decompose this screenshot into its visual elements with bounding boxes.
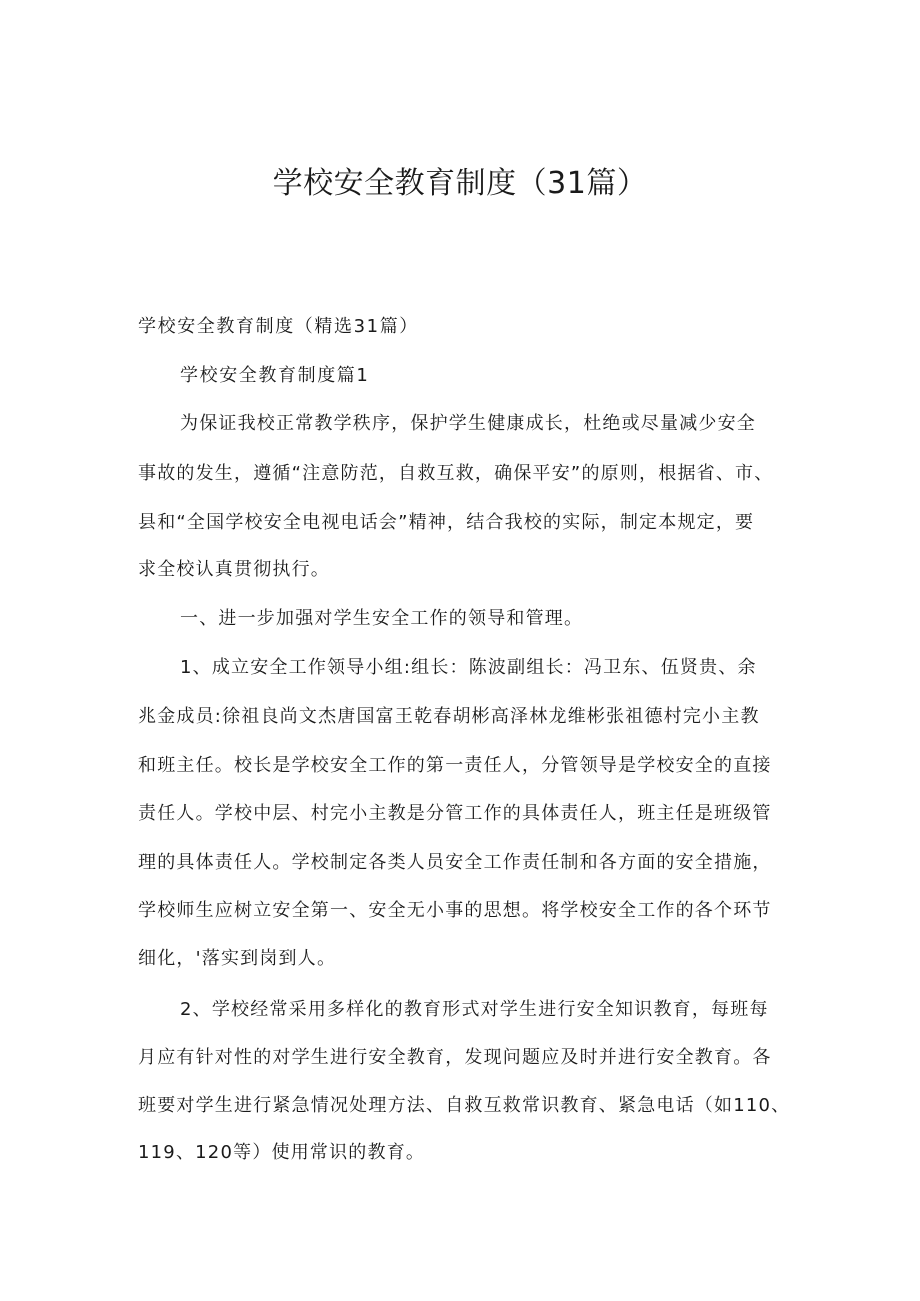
paragraph-line: 一、进一步加强对学生安全工作的领导和管理。 <box>180 608 584 629</box>
document-subtitle: 学校安全教育制度（精选31篇） <box>138 316 419 337</box>
paragraph-line: 细化，'落实到岗到人。 <box>138 948 337 969</box>
paragraph-line: 求全校认真贯彻执行。 <box>138 559 330 580</box>
paragraph-line: 1、成立安全工作领导小组:组长：陈波副组长：冯卫东、伍贤贵、余 <box>180 657 757 678</box>
paragraph-line: 119、120等）使用常识的教育。 <box>138 1142 426 1163</box>
paragraph-line: 和班主任。校长是学校安全工作的第一责任人，分管领导是学校安全的直接 <box>138 755 772 776</box>
paragraph-line: 学校师生应树立安全第一、安全无小事的思想。将学校安全工作的各个环节 <box>138 900 772 921</box>
paragraph-line: 兆金成员:徐祖良尚文杰唐国富王乾春胡彬高泽林龙维彬张祖德村完小主教 <box>138 706 760 727</box>
paragraph-line: 理的具体责任人。学校制定各类人员安全工作责任制和各方面的安全措施， <box>138 852 772 873</box>
paragraph-line: 县和“全国学校安全电视电话会”精神，结合我校的实际，制定本规定，要 <box>138 512 755 533</box>
paragraph-line: 责任人。学校中层、村完小主教是分管工作的具体责任人，班主任是班级管 <box>138 803 772 824</box>
paragraph-line: 为保证我校正常教学秩序，保护学生健康成长，杜绝或尽量减少安全 <box>180 413 756 434</box>
paragraph-line: 班要对学生进行紧急情况处理方法、自救互救常识教育、紧急电话（如110、 <box>138 1095 791 1116</box>
document-title: 学校安全教育制度（31篇） <box>272 166 648 201</box>
paragraph-line: 2、学校经常采用多样化的教育形式对学生进行安全知识教育，每班每 <box>180 999 769 1020</box>
section-heading: 学校安全教育制度篇1 <box>180 365 370 386</box>
paragraph-line: 事故的发生，遵循“注意防范，自救互救，确保平安”的原则，根据省、市、 <box>138 463 774 484</box>
paragraph-line: 月应有针对性的对学生进行安全教育，发现问题应及时并进行安全教育。各 <box>138 1047 772 1068</box>
